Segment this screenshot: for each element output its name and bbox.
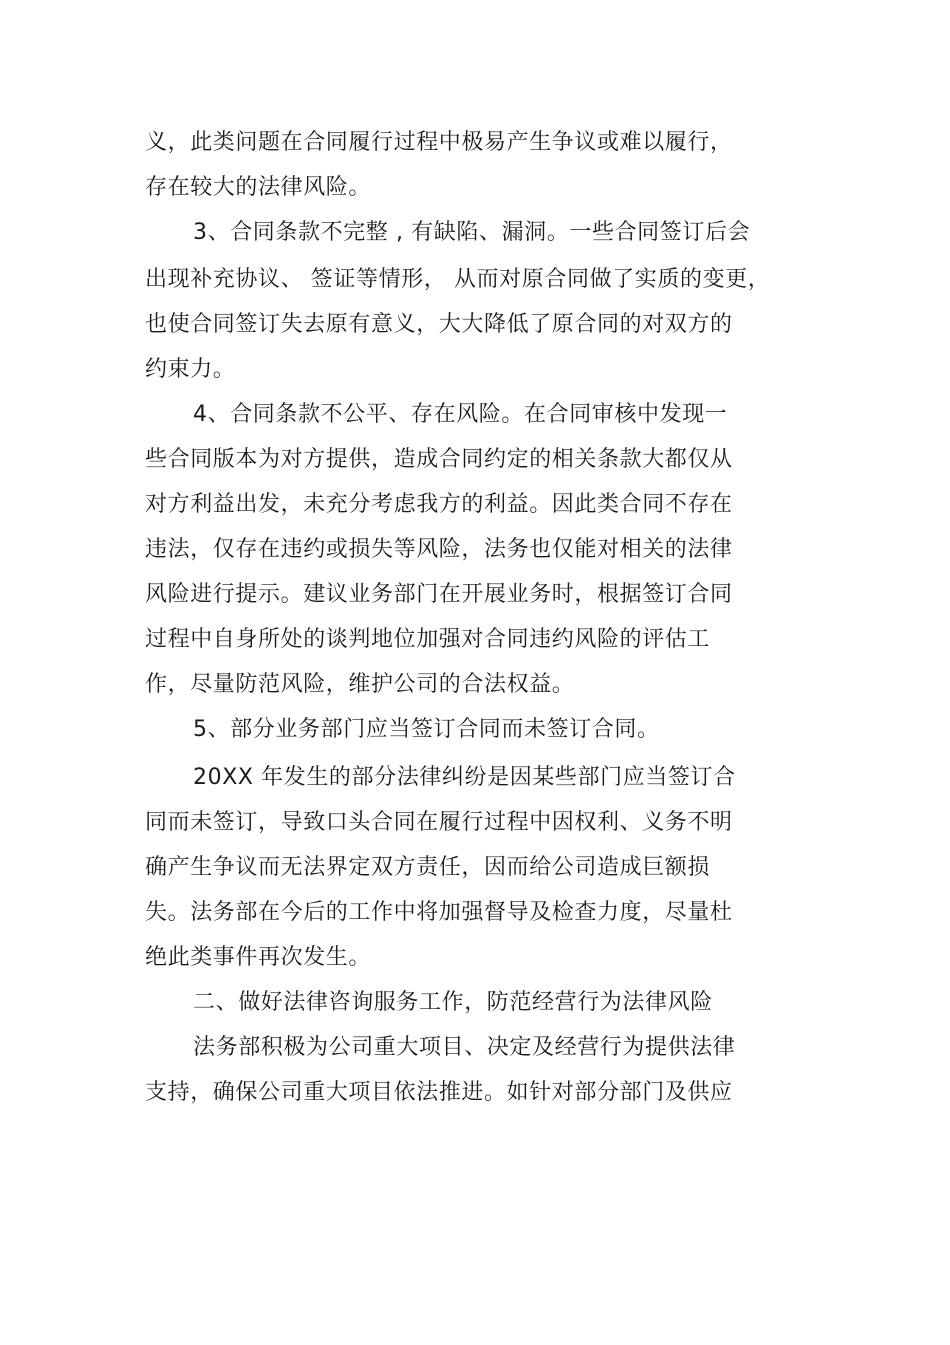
item-3-heading: 3、合同条款不完整 , 有缺陷、漏洞。一些合同签订后会 — [193, 220, 751, 245]
paragraph-start: 法务部积极为公司重大项目、决定及经营行为提供法律 — [193, 1035, 736, 1060]
text-line: 绝此类事件再次发生。 — [145, 945, 372, 970]
text-line: 作，尽量防范风险，维护公司的合法权益。 — [145, 672, 575, 697]
text-line: 对方利益出发，未充分考虑我方的利益。因此类合同不存在 — [145, 492, 733, 517]
text-line: 过程中自身所处的谈判地位加强对合同违约风险的评估工 — [145, 627, 711, 652]
item-4-heading: 4、合同条款不公平、存在风险。在合同审核中发现一 — [193, 402, 728, 427]
text-line: 出现补充协议、 签证等情形， 从而对原合同做了实质的变更， — [145, 267, 771, 292]
text-line: 失。法务部在今后的工作中将加强督导及检查力度，尽量杜 — [145, 900, 733, 925]
text-line: 同而未签订，导致口头合同在履行过程中因权利、义务不明 — [145, 810, 733, 835]
text-line: 约束力。 — [145, 357, 236, 382]
text-line: 义，此类问题在合同履行过程中极易产生争议或难以履行， — [145, 130, 733, 155]
section-2-heading: 二、做好法律咨询服务工作，防范经营行为法律风险 — [193, 990, 713, 1015]
text-line: 也使合同签订失去原有意义，大大降低了原合同的对双方的 — [145, 312, 733, 337]
text-line: 支持，确保公司重大项目依法推进。如针对部分部门及供应 — [145, 1080, 733, 1105]
paragraph-start: 20XX 年发生的部分法律纠纷是因某些部门应当签订合 — [193, 765, 736, 790]
text-line: 违法，仅存在违约或损失等风险，法务也仅能对相关的法律 — [145, 537, 733, 562]
item-5-heading: 5、部分业务部门应当签订合同而未签订合同。 — [193, 717, 660, 742]
text-line: 些合同版本为对方提供，造成合同约定的相关条款大都仅从 — [145, 447, 733, 472]
text-line: 风险进行提示。建议业务部门在开展业务时，根据签订合同 — [145, 582, 733, 607]
text-line: 确产生争议而无法界定双方责任，因而给公司造成巨额损 — [145, 855, 711, 880]
text-line: 存在较大的法律风险。 — [145, 175, 372, 200]
